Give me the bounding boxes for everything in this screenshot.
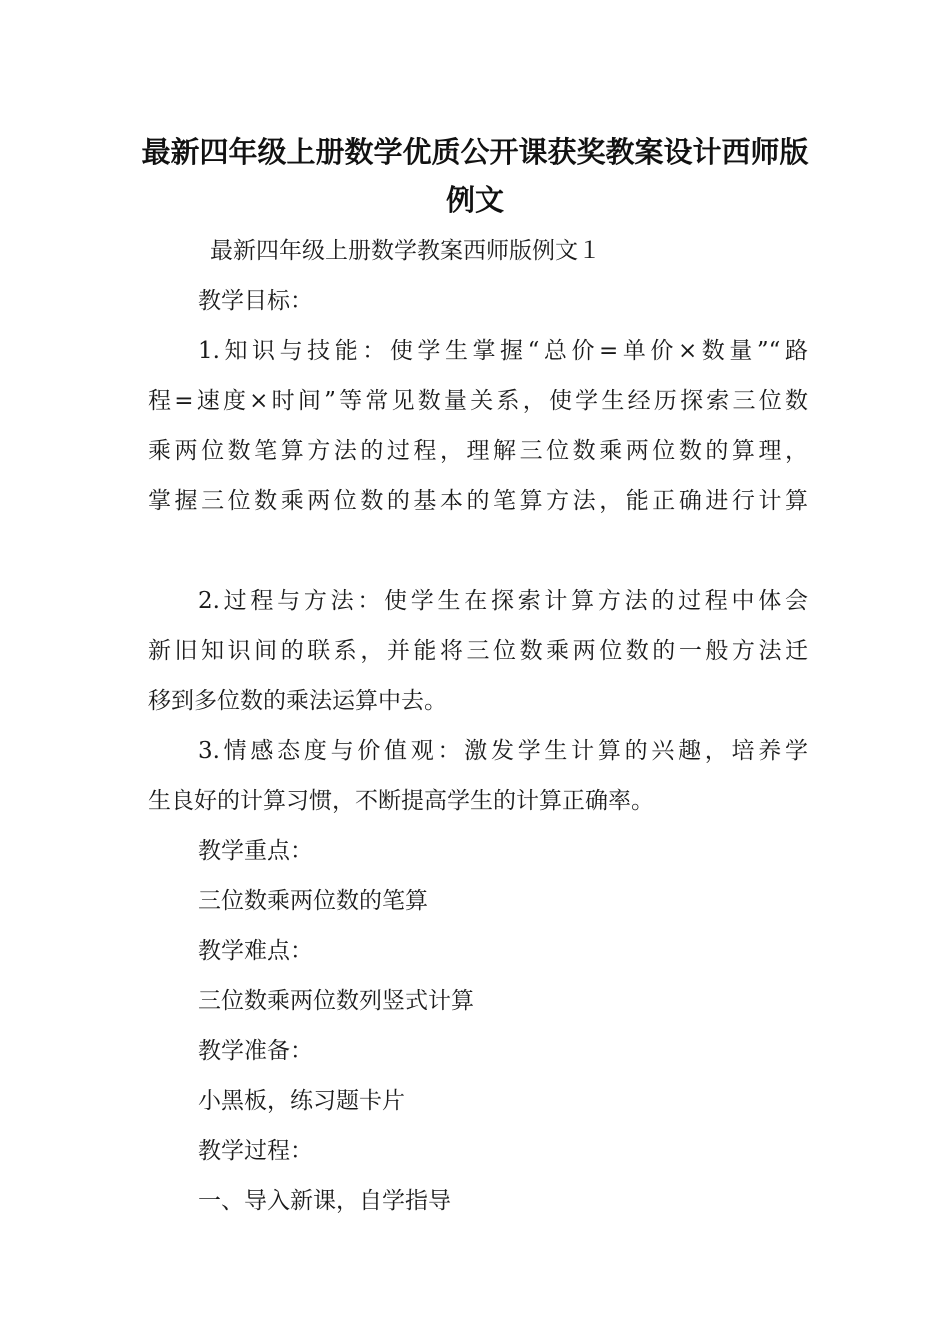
- paragraph-line: 程=速度×时间”等常见数量关系，使学生经历探索三位数: [148, 388, 808, 414]
- paragraph-line: 三位数乘两位数列竖式计算: [198, 988, 474, 1014]
- paragraph-line: 小黑板，练习题卡片: [198, 1088, 405, 1114]
- paragraph-line: 一、导入新课，自学指导: [198, 1188, 451, 1214]
- paragraph-line: 三位数乘两位数的笔算: [198, 888, 428, 914]
- paragraph-line: 生良好的计算习惯，不断提高学生的计算正确率。: [148, 788, 654, 814]
- heading-process: 教学过程：: [198, 1138, 313, 1164]
- heading-preparation: 教学准备：: [198, 1038, 313, 1064]
- subtitle: 最新四年级上册数学教案西师版例文１: [210, 238, 601, 264]
- paragraph-line: 2.过程与方法：使学生在探索计算方法的过程中体会: [198, 588, 808, 614]
- heading-key-points: 教学重点：: [198, 838, 313, 864]
- paragraph-line: 乘两位数笔算方法的过程，理解三位数乘两位数的算理，: [148, 438, 808, 464]
- paragraph-line: 新旧知识间的联系，并能将三位数乘两位数的一般方法迁: [148, 638, 808, 664]
- heading-objectives: 教学目标：: [198, 288, 313, 314]
- document-title-line-1: 最新四年级上册数学优质公开课获奖教案设计西师版: [141, 135, 809, 169]
- paragraph-line: 掌握三位数乘两位数的基本的笔算方法，能正确进行计算: [148, 488, 808, 514]
- paragraph-line: 1.知识与技能：使学生掌握“总价=单价×数量”“路: [198, 338, 808, 364]
- document-title-line-2: 例文: [445, 183, 504, 217]
- paragraph-line: 移到多位数的乘法运算中去。: [148, 688, 447, 714]
- paragraph-line: 3.情感态度与价值观：激发学生计算的兴趣，培养学: [198, 738, 808, 764]
- heading-difficulties: 教学难点：: [198, 938, 313, 964]
